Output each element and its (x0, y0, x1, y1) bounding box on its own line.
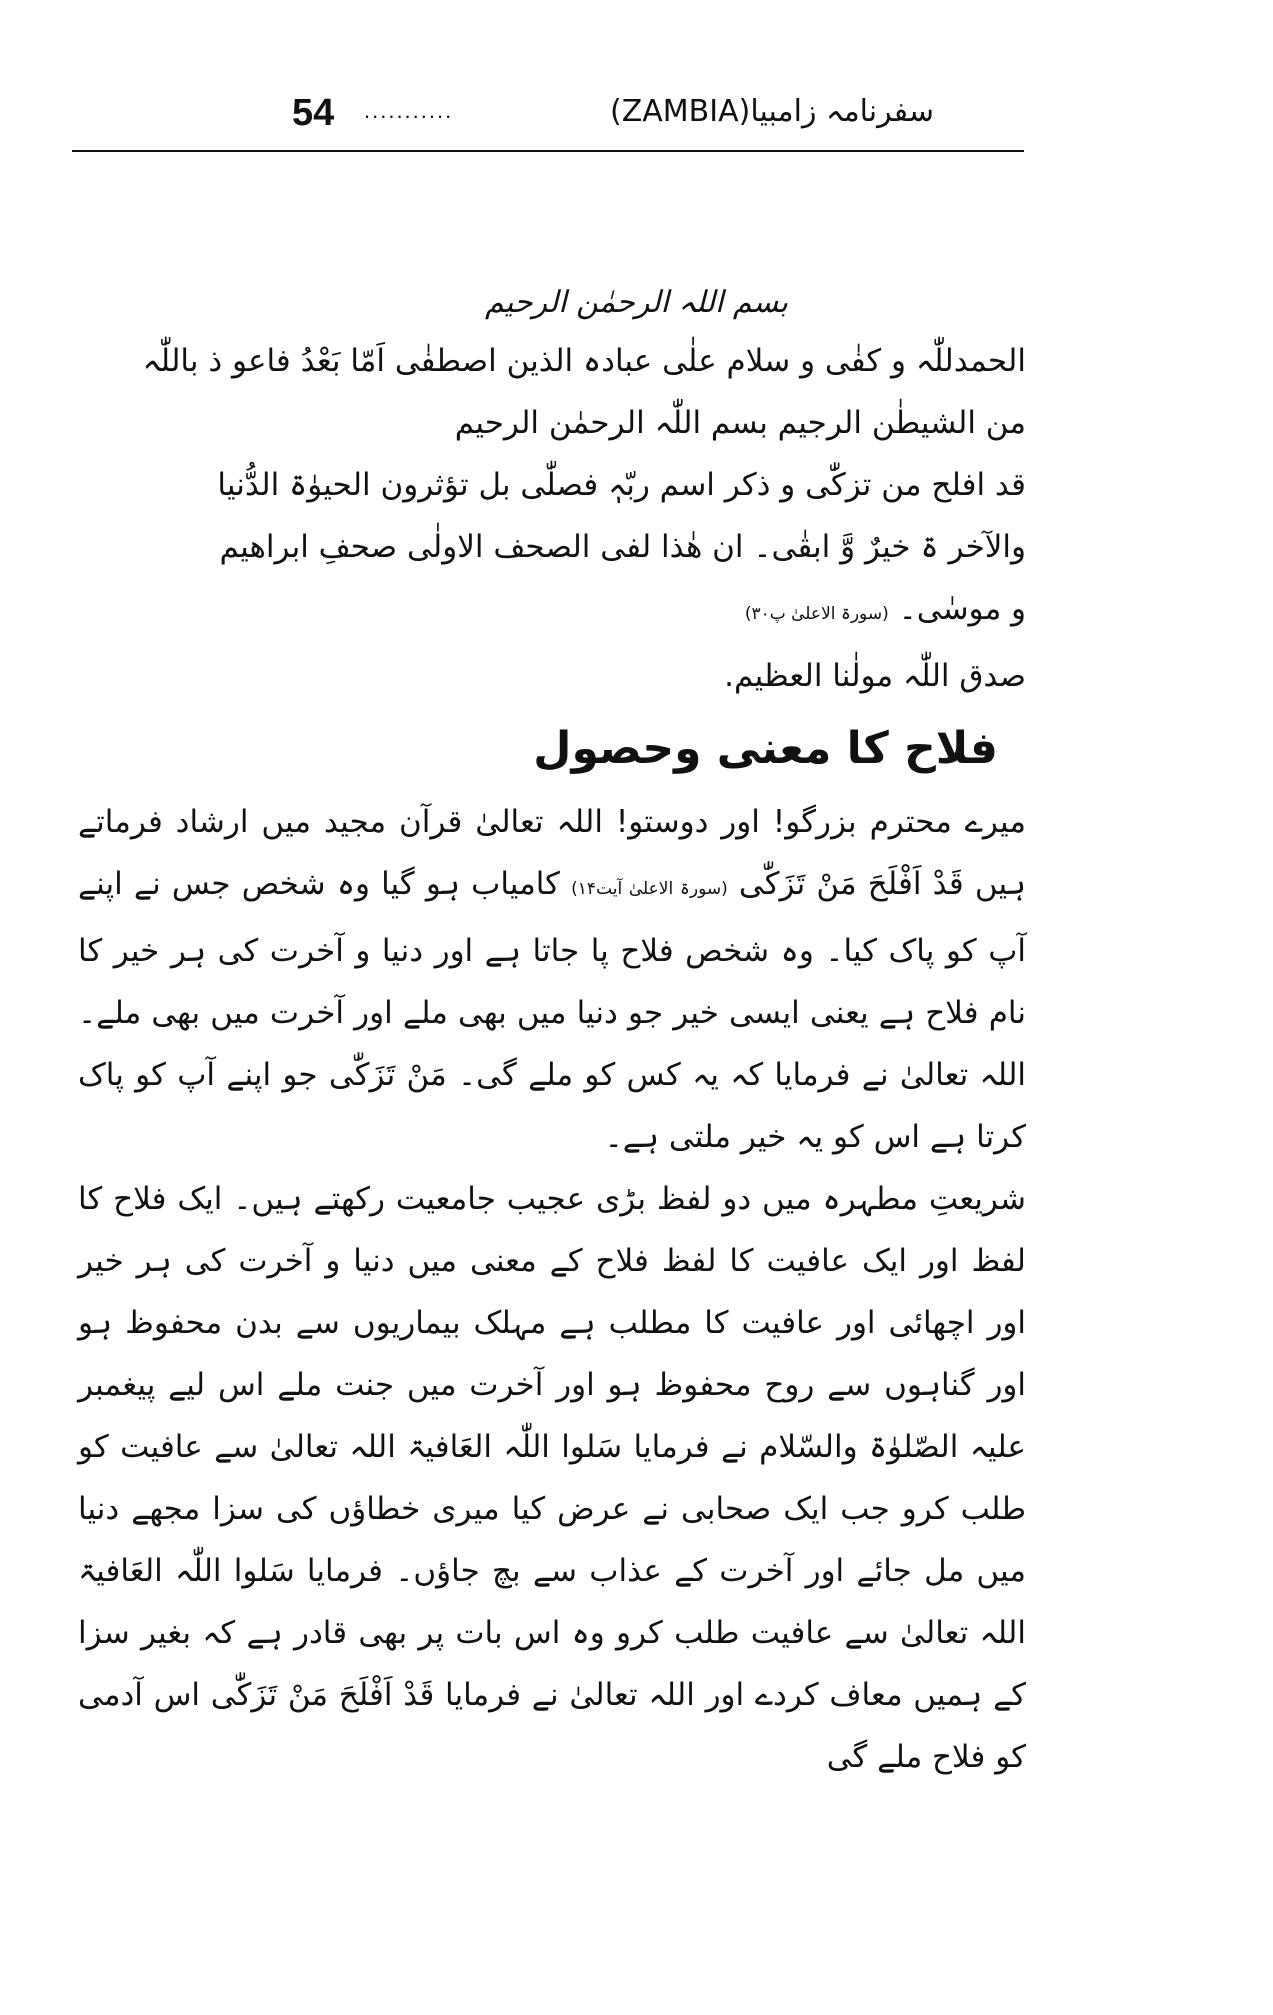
paragraph-1-part-2: کامیاب ہو گیا وہ شخص جس نے اپنے آپ کو پاک کیا۔ وہ شخص فلاح پا جاتا ہے اور دنیا و آخرت کی ہر خیر کا نام فلاح ہے یعنی ایسی خیر جو دنیا میں بھی ملے اور آخرت میں بھی ملے۔ اللہ تعالیٰ نے فرمایا کہ یہ کس کو ملے گی۔ مَنْ تَزَکّٰی جو اپنے آپ کو پاک کرتا ہے اس کو یہ خیر ملتی ہے۔ (78, 866, 1026, 1155)
paragraph-1-part-1: میرے محترم بزرگو! اور دوستو! اللہ تعالیٰ قرآن مجید میں ارشاد فرماتے ہیں قَدْ اَفْلَحَ مَنْ تَزَکّٰی (78, 804, 1026, 902)
book-title: سفرنامہ زامبیا(ZAMBIA) (609, 94, 934, 129)
arabic-opening-line-1: الحمدللّٰہ و کفٰی و سلام علٰی عبادہ الذین اصطفٰی اَمّا بَعْدُ فاعو ذ باللّٰہ (142, 343, 1026, 379)
bismillah-heading: بسم اللہ الرحمٰن الرحیم (484, 285, 789, 320)
section-heading: فلاح کا معنی وحصول (533, 723, 998, 774)
closing-arabic-line: صدق اللّٰہ مولٰنا العظیم. (724, 658, 1026, 694)
header-dot-leader: ........... (364, 98, 454, 123)
ayah-reference: (سورۃ الاعلیٰ آیت۱۴) (571, 879, 728, 899)
quran-verse-line-3 (78, 578, 1026, 645)
surah-reference: (سورۃ الاعلیٰ پ۳۰) (744, 604, 889, 624)
header-divider (72, 150, 1024, 152)
arabic-opening-line-2: من الشیطٰن الرجیم بسم اللّٰہ الرحمٰن الرحیم (454, 405, 1026, 441)
quran-verse-line-2: والآخر ۃ خیرٌ وَّ ابقٰی۔ ان ھٰذا لفی الصحف الاولٰی صحفِ ابراھیم (219, 529, 1026, 565)
quran-verse-line-1: قد افلح من تزکّٰی و ذکر اسم ربّہٖ فصلّٰی بل تؤثرون الحیوٰۃ الدُّنیا (217, 467, 1026, 503)
page-body (78, 330, 1026, 1788)
quran-verse-end: و موسٰی۔ (898, 591, 1026, 627)
page-number: 54 (292, 92, 335, 134)
body-paragraph-1 (78, 791, 1026, 1168)
page-header (70, 86, 1026, 146)
body-paragraph-2: شریعتِ مطہرہ میں دو لفظ بڑی عجیب جامعیت رکھتے ہیں۔ ایک فلاح کا لفظ اور ایک عافیت کا لفظ فلاح کے معنی میں دنیا و آخرت کی ہر خیر اور اچھائی اور عافیت کا مطلب ہے مہلک بیماریوں سے بدن محفوظ ہو اور گناہوں سے روح محفوظ ہو اور آخرت میں جنت ملے اس لیے پیغمبر علیہ الصّلوٰۃ والسّلام نے فرمایا سَلوا اللّٰہ العَافیۃ اللہ تعالیٰ سے عافیت کو طلب کرو جب ایک صحابی نے عرض کیا میری خطاؤں کی سزا مجھے دنیا میں مل جائے اور آخرت کے عذاب سے بچ جاؤں۔ فرمایا سَلوا اللّٰہ العَافیۃ اللہ تعالیٰ سے عافیت طلب کرو وہ اس بات پر بھی قادر ہے کہ بغیر سزا کے ہمیں معاف کردے اور اللہ تعالیٰ نے فرمایا قَدْ اَفْلَحَ مَنْ تَزَکّٰی اس آدمی کو فلاح ملے گی (78, 1181, 1026, 1775)
